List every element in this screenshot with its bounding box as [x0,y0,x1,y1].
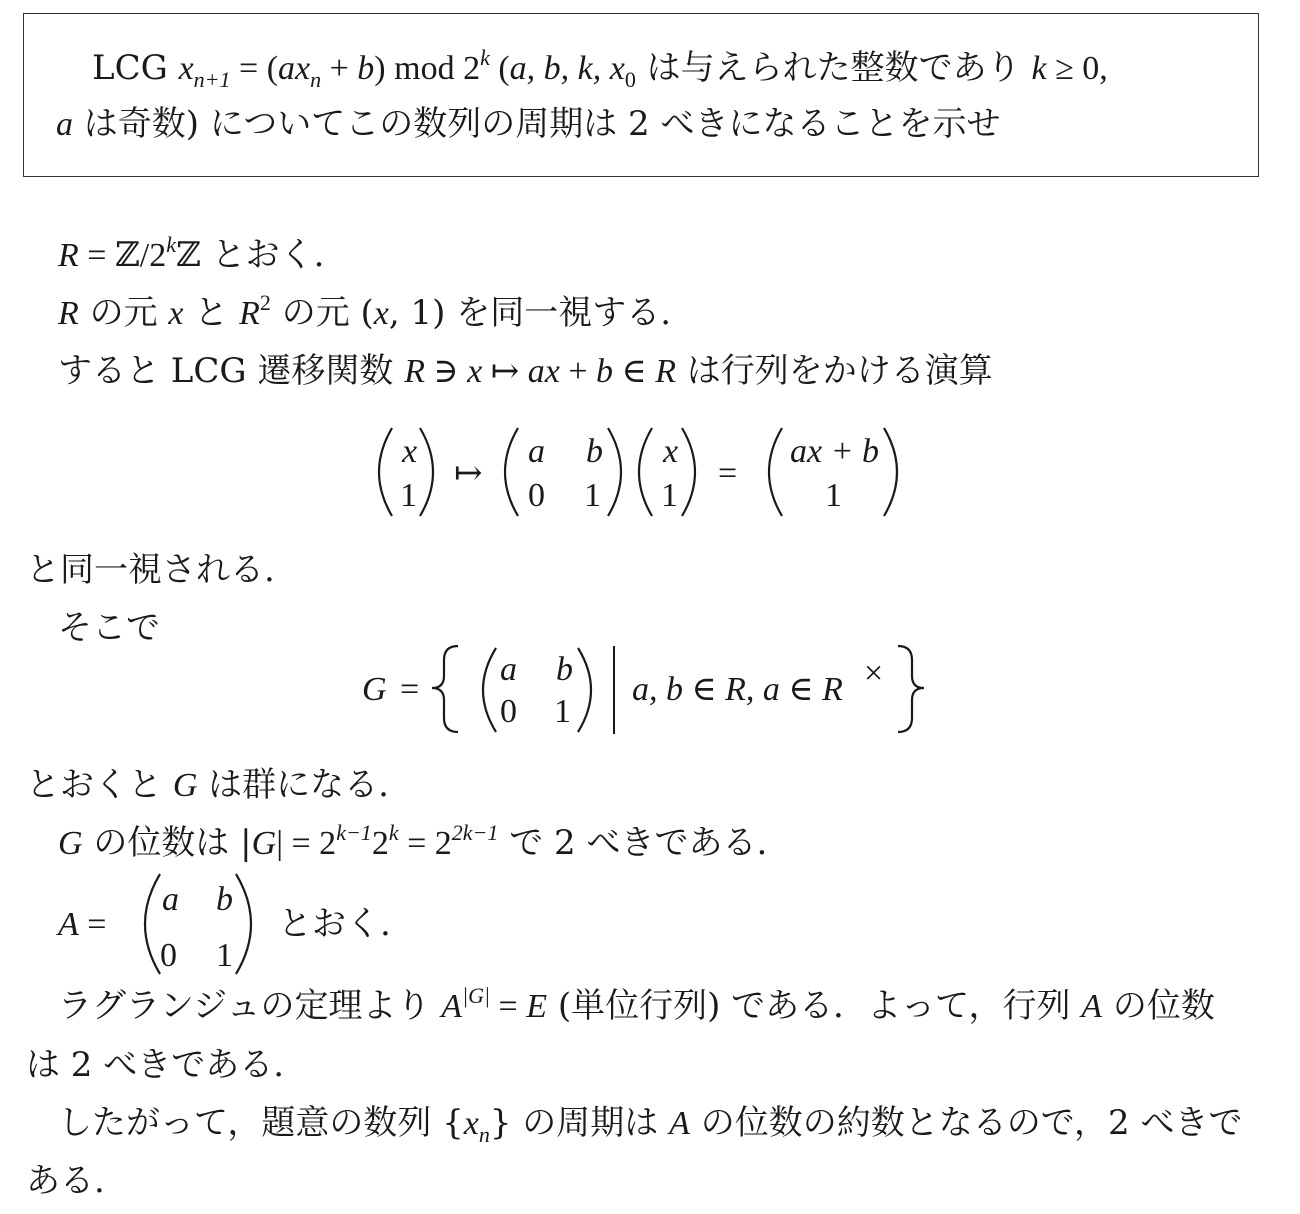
body-line-12 [26,1161,105,1201]
text: , 1) を同一視する. [388,293,672,333]
problem-line-1 [92,44,1108,92]
brace-left [432,646,458,732]
problem-text: = ( [230,50,279,87]
text: すると LCG 遷移関数 [58,351,405,391]
matrix-b: b [586,433,603,470]
vec-axb: ax + b [790,433,880,470]
text: ラグランジュの定理より [58,986,442,1026]
var: A [441,988,463,1025]
body-line-9 [58,982,1215,1027]
var: G [172,767,198,804]
var: R [239,295,260,332]
body-line-6 [26,765,389,806]
text: } の周期は [489,1103,670,1143]
matrix-b: b [216,881,233,918]
matrix-one: 1 [554,693,571,730]
text: の元 ( [270,293,374,333]
var: x [463,1105,479,1142]
sup: 2 [259,289,271,315]
group-condition: a, b ∈ R, a ∈ R [632,671,843,708]
body-line-2 [58,289,672,334]
vec-one: 1 [400,477,417,514]
maps-to-symbol: ↦ [454,455,483,492]
matrix-a: a [528,433,545,470]
matrix-one: 1 [584,477,601,514]
paren-left [145,874,160,974]
var: x [467,353,483,390]
paren-right [608,428,621,516]
text: と同一視される. [26,550,275,590]
paren-right [682,428,695,516]
matrix-zero: 0 [528,477,545,514]
text: と [183,293,240,333]
problem-lcg-label: LCG [92,48,179,88]
body-line-8-rest [278,904,391,944]
var: R [655,353,676,390]
matrix-zero: 0 [160,937,177,974]
text: は群になる. [197,765,389,805]
var: R [58,237,79,274]
problem-sub: n [310,66,322,92]
var: G [58,825,83,862]
text: = [78,906,107,943]
text: とおくと [26,765,173,805]
var: A [58,906,79,943]
problem-var: x [178,50,194,87]
paren-left [505,428,518,516]
var: x [373,295,389,332]
problem-sub: n+1 [193,66,231,92]
text: の元 [78,293,169,333]
text: したがって，題意の数列 { [58,1103,464,1143]
matrix-b: b [556,651,573,688]
problem-text: は与えられた整数であり [635,48,1032,88]
paren-left [639,428,652,516]
text: そこで [58,608,160,648]
var: R [58,295,79,332]
paren-right [420,428,433,516]
vec-one: 1 [661,477,678,514]
problem-text: ≥ 0, [1046,50,1108,87]
group-definition [0,640,1300,740]
paren-left [379,428,392,516]
sub: n [478,1121,490,1147]
var: R [404,353,425,390]
equals-symbol: = [718,455,738,492]
matrix-one: 1 [216,937,233,974]
body-line-3 [58,351,993,392]
var: x [168,295,184,332]
matrix-zero: 0 [500,693,517,730]
paren-right [884,428,897,516]
text: 2 [371,825,389,862]
matrix-equation-svg [0,420,1300,530]
paren-left [483,648,496,732]
text: とおく. [278,904,391,944]
text: | = 2 [276,825,337,862]
text: = 2 [398,825,452,862]
problem-sup: k [480,44,490,70]
text: の位数は | [82,823,252,863]
problem-var: k [1031,50,1047,87]
group-definition-svg [0,640,1300,740]
problem-text: ( [489,50,510,87]
sup: k−1 [336,819,372,845]
matrix-a: a [162,881,179,918]
group-G: G [362,671,387,708]
text: は行列をかける演算 [675,351,993,391]
problem-vars: a, b, k, x [509,50,625,87]
text: の位数の約数となるので，2 べきで [689,1103,1243,1143]
text: ℤ とおく. [176,235,325,275]
text: ∈ [613,353,656,390]
sup: k [388,819,399,845]
text: = ℤ/2 [78,237,167,274]
units-sup: × [864,655,884,692]
text: + [559,353,597,390]
body-line-10 [26,1045,284,1085]
var: b [596,353,614,390]
problem-line-2 [56,104,1000,145]
text: の位数 [1102,986,1215,1026]
text: = [490,988,527,1025]
var: A [1081,988,1103,1025]
problem-sub: 0 [624,66,636,92]
text: (単位行列) である．よって，行列 [547,986,1082,1026]
body-line-11 [58,1103,1243,1147]
text: は 2 べきである. [26,1045,285,1085]
problem-var: ax [278,50,311,87]
A-matrix-svg [0,868,1300,980]
equals-symbol: = [400,671,420,708]
var: A [669,1105,690,1142]
A-matrix [0,868,1300,980]
matrix-a: a [500,651,517,688]
problem-text: は奇数) についてこの数列の周期は 2 べきになることを示せ [73,104,1001,144]
paren-right [578,648,591,732]
matrix-equation [0,420,1300,530]
problem-text: + [321,50,358,87]
var: E [526,988,548,1025]
vec-x: x [663,433,679,470]
brace-right [898,646,924,732]
sup: k [166,231,176,257]
vec-x: x [402,433,418,470]
problem-var: a [56,106,73,143]
problem-var: b [357,50,375,87]
problem-box [23,13,1259,177]
text: ある. [26,1161,105,1201]
body-line-1 [58,231,325,276]
sup: |G| [462,982,491,1008]
var: G [251,825,277,862]
vec-one: 1 [825,477,842,514]
sup: 2k−1 [451,819,499,845]
text: ↦ [482,353,528,390]
paren-right [236,874,251,974]
paren-left [769,428,782,516]
var: ax [527,353,560,390]
problem-text: ) mod 2 [374,50,481,87]
text: ∋ [424,353,468,390]
text: で 2 べきである. [498,823,768,863]
body-line-4 [26,550,275,590]
body-line-7 [58,819,768,864]
